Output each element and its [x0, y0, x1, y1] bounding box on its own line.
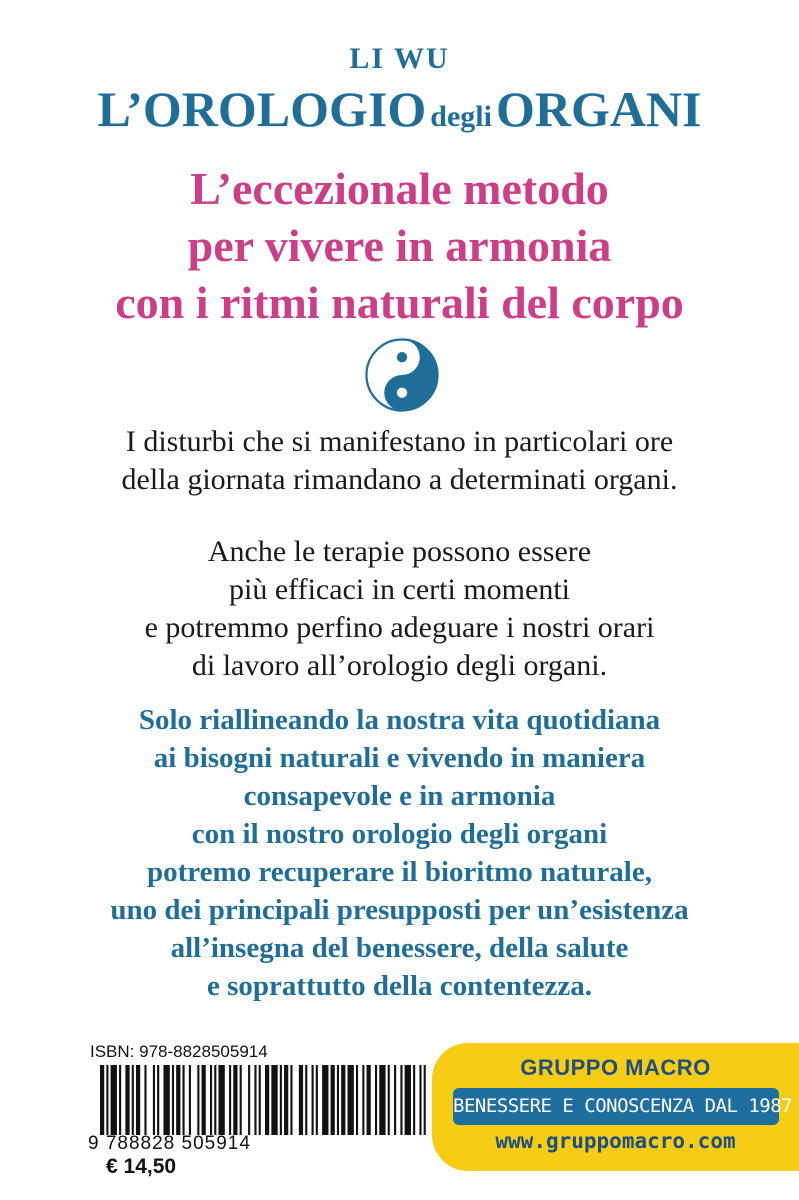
- barcode-bar: [144, 1065, 146, 1135]
- barcode-bar: [153, 1065, 155, 1135]
- text-line: potremo recuperare il bioritmo naturale,: [147, 856, 652, 888]
- text-line: con il nostro orologio degli organi: [191, 818, 608, 850]
- barcode-bar: [413, 1065, 415, 1135]
- text-line: e potremmo perfino adeguare i nostri orari: [144, 611, 655, 644]
- barcode-bar: [259, 1065, 261, 1135]
- barcode-bar: [111, 1065, 117, 1135]
- text-line: ai bisogni naturali e vivendo in maniera: [153, 742, 646, 774]
- publisher-box: [432, 1043, 799, 1171]
- barcode-bar: [157, 1065, 159, 1135]
- barcode-bar: [362, 1065, 364, 1135]
- barcode-bar: [284, 1065, 288, 1135]
- barcode-bar: [265, 1065, 269, 1135]
- publisher-website[interactable]: www.gruppomacro.com: [495, 1129, 736, 1153]
- barcode-bar: [379, 1065, 385, 1135]
- text-line: della giornata rimandano a determinati organi.: [121, 463, 678, 496]
- barcode-bar: [405, 1065, 411, 1135]
- barcode-bar: [400, 1065, 402, 1135]
- paragraph-2: [0, 533, 799, 685]
- text-line: e soprattutto della contentezza.: [207, 970, 592, 1002]
- text-line: consapevole e in armonia: [243, 780, 556, 812]
- barcode-bar: [419, 1065, 421, 1135]
- barcode-bar: [337, 1065, 339, 1135]
- barcode-bar: [229, 1065, 231, 1135]
- barcode-bar: [183, 1065, 185, 1135]
- barcode-bar: [280, 1065, 282, 1135]
- barcode-bar: [172, 1065, 174, 1135]
- barcode-bar: [322, 1065, 328, 1135]
- barcode-bar: [163, 1065, 169, 1135]
- barcode-bar: [202, 1065, 206, 1135]
- barcode-bars: [100, 1065, 430, 1135]
- barcode-bar: [394, 1065, 396, 1135]
- subtitle-line: con i ritmi naturali del corpo: [115, 277, 684, 328]
- publisher-tagline: BENESSERE E CONOSCENZA DAL 1987: [453, 1088, 779, 1125]
- barcode-bar: [299, 1065, 303, 1135]
- barcode-bar: [367, 1065, 371, 1135]
- isbn-label: ISBN: 978-8828505914: [90, 1042, 268, 1061]
- text-line: uno dei principali presupposti per un’esistenza: [110, 894, 689, 926]
- subtitle-line: per vivere in armonia: [187, 220, 612, 271]
- subtitle-line: L’eccezionale metodo: [190, 163, 609, 214]
- barcode-bar: [132, 1065, 134, 1135]
- barcode-bar: [106, 1065, 108, 1135]
- author-name: LI WU: [349, 42, 450, 75]
- barcode-bar: [119, 1065, 121, 1135]
- publisher-name: GRUPPO MACRO: [520, 1055, 711, 1080]
- barcode-bar: [375, 1065, 377, 1135]
- barcode-digits: 9 788828 505914: [88, 1133, 251, 1154]
- barcode-bar: [424, 1065, 426, 1135]
- price: € 14,50: [106, 1155, 177, 1178]
- text-line: I disturbi che si manifestano in particolari ore: [125, 425, 674, 458]
- barcode-bar: [348, 1065, 354, 1135]
- title-prefix: L’: [97, 81, 143, 137]
- barcode-bar: [233, 1065, 237, 1135]
- paragraph-3: [0, 701, 799, 1005]
- barcode-bar: [210, 1065, 212, 1135]
- text-line: all’insegna del benessere, della salute: [170, 932, 629, 964]
- title-end: ORGANI: [495, 81, 702, 137]
- text-line: di lavoro all’orologio degli organi.: [191, 649, 608, 682]
- barcode-bar: [240, 1065, 242, 1135]
- barcode-bar: [312, 1065, 314, 1135]
- barcode-bar: [388, 1065, 390, 1135]
- barcode-bar: [189, 1065, 191, 1135]
- barcode-bar: [341, 1065, 345, 1135]
- barcode-bar: [218, 1065, 224, 1135]
- barcode-bar: [197, 1065, 199, 1135]
- barcode-bar: [356, 1065, 358, 1135]
- barcode-bar: [136, 1065, 140, 1135]
- barcode-bar: [248, 1065, 250, 1135]
- yin-yang-icon: [365, 338, 439, 412]
- barcode-bar: [125, 1065, 129, 1135]
- paragraph-1: [0, 423, 799, 499]
- barcode-block: [88, 1042, 430, 1178]
- barcode-bar: [214, 1065, 216, 1135]
- barcode-bar: [271, 1065, 277, 1135]
- text-line: Anche le terapie possono essere: [207, 535, 592, 568]
- barcode-bar: [305, 1065, 307, 1135]
- title-main: OROLOGIO: [142, 81, 427, 137]
- title-mid: degli: [430, 100, 492, 133]
- barcode-bar: [100, 1065, 104, 1135]
- barcode-bar: [316, 1065, 318, 1135]
- barcode-bar: [176, 1065, 180, 1135]
- subtitle: [0, 160, 799, 331]
- book-title: [0, 80, 799, 138]
- text-line: più efficaci in certi momenti: [229, 573, 570, 606]
- barcode-bar: [290, 1065, 292, 1135]
- barcode-bar: [254, 1065, 256, 1135]
- barcode-bar: [331, 1065, 335, 1135]
- text-line: Solo riallineando la nostra vita quotidiana: [138, 704, 661, 736]
